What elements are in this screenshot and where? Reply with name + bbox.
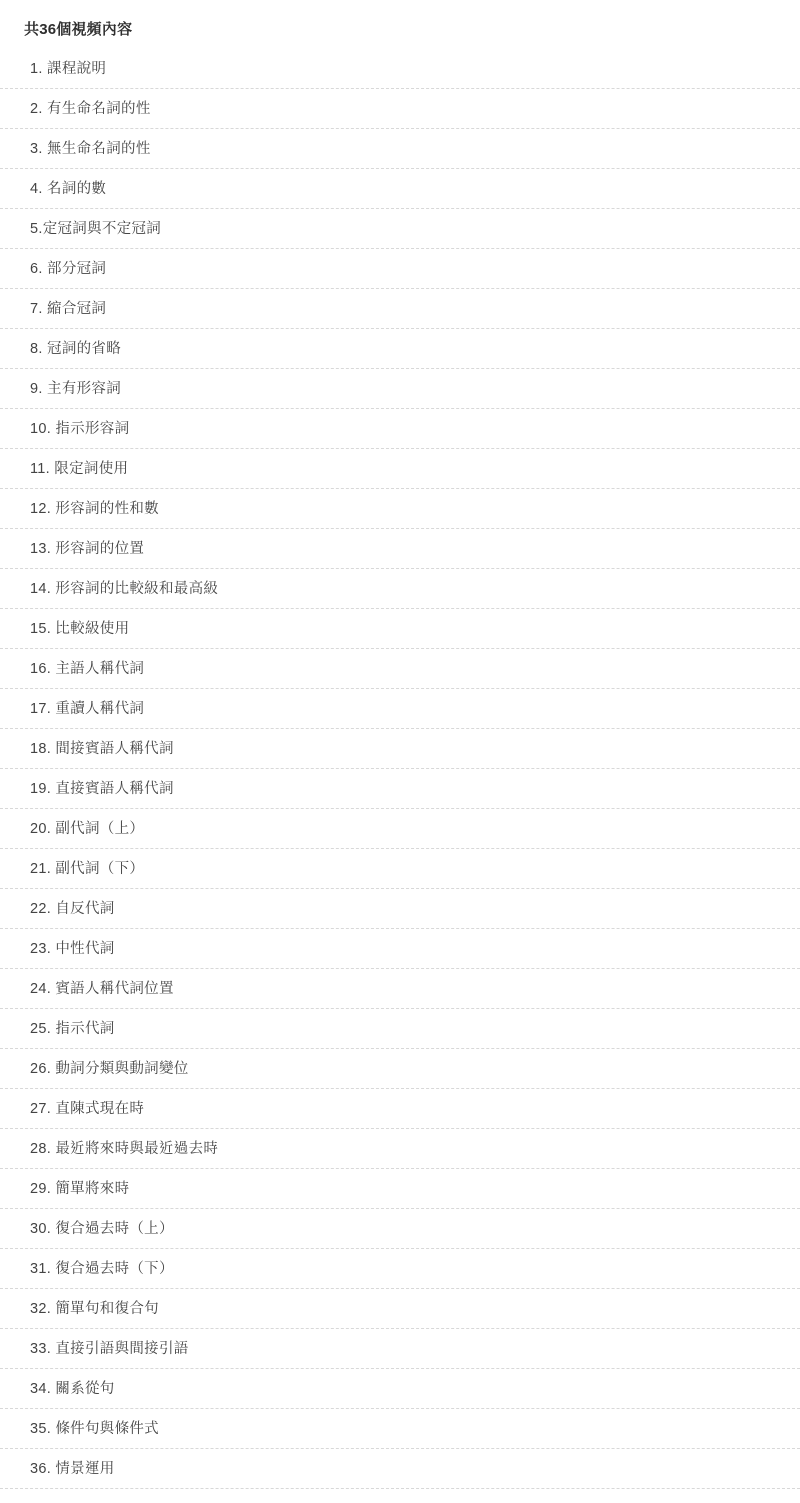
- list-item[interactable]: 23. 中性代詞: [0, 929, 800, 969]
- video-list: [0, 49, 800, 1489]
- list-item[interactable]: 35. 條件句與條件式: [0, 1409, 800, 1449]
- list-item[interactable]: 14. 形容詞的比較級和最高級: [0, 569, 800, 609]
- list-item[interactable]: 5.定冠詞與不定冠詞: [0, 209, 800, 249]
- list-item[interactable]: 3. 無生命名詞的性: [0, 129, 800, 169]
- list-item[interactable]: 26. 動詞分類與動詞變位: [0, 1049, 800, 1089]
- list-item[interactable]: 22. 自反代詞: [0, 889, 800, 929]
- list-item[interactable]: 18. 間接賓語人稱代詞: [0, 729, 800, 769]
- list-item[interactable]: 6. 部分冠詞: [0, 249, 800, 289]
- list-item[interactable]: 13. 形容詞的位置: [0, 529, 800, 569]
- list-item[interactable]: 11. 限定詞使用: [0, 449, 800, 489]
- list-item[interactable]: 27. 直陳式現在時: [0, 1089, 800, 1129]
- list-item[interactable]: 32. 簡單句和復合句: [0, 1289, 800, 1329]
- list-item[interactable]: 29. 簡單將來時: [0, 1169, 800, 1209]
- list-item[interactable]: 19. 直接賓語人稱代詞: [0, 769, 800, 809]
- list-item[interactable]: 9. 主有形容詞: [0, 369, 800, 409]
- list-item[interactable]: 21. 副代詞（下）: [0, 849, 800, 889]
- list-item[interactable]: 15. 比較級使用: [0, 609, 800, 649]
- list-item[interactable]: 8. 冠詞的省略: [0, 329, 800, 369]
- list-item[interactable]: 1. 課程說明: [0, 49, 800, 89]
- list-item[interactable]: 17. 重讀人稱代詞: [0, 689, 800, 729]
- list-item[interactable]: 34. 關系從句: [0, 1369, 800, 1409]
- list-item[interactable]: 24. 賓語人稱代詞位置: [0, 969, 800, 1009]
- list-item[interactable]: 33. 直接引語與間接引語: [0, 1329, 800, 1369]
- list-item[interactable]: 10. 指示形容詞: [0, 409, 800, 449]
- list-item[interactable]: 36. 情景運用: [0, 1449, 800, 1489]
- list-item[interactable]: 28. 最近將來時與最近過去時: [0, 1129, 800, 1169]
- list-item[interactable]: 4. 名詞的數: [0, 169, 800, 209]
- list-item[interactable]: 2. 有生命名詞的性: [0, 89, 800, 129]
- list-item[interactable]: 12. 形容詞的性和數: [0, 489, 800, 529]
- page-title: 共36個視頻內容: [24, 21, 133, 38]
- list-item[interactable]: 20. 副代詞（上）: [0, 809, 800, 849]
- list-item[interactable]: 7. 縮合冠詞: [0, 289, 800, 329]
- list-item[interactable]: 25. 指示代詞: [0, 1009, 800, 1049]
- list-item[interactable]: 31. 復合過去時（下）: [0, 1249, 800, 1289]
- list-item[interactable]: 30. 復合過去時（上）: [0, 1209, 800, 1249]
- list-item[interactable]: 16. 主語人稱代詞: [0, 649, 800, 689]
